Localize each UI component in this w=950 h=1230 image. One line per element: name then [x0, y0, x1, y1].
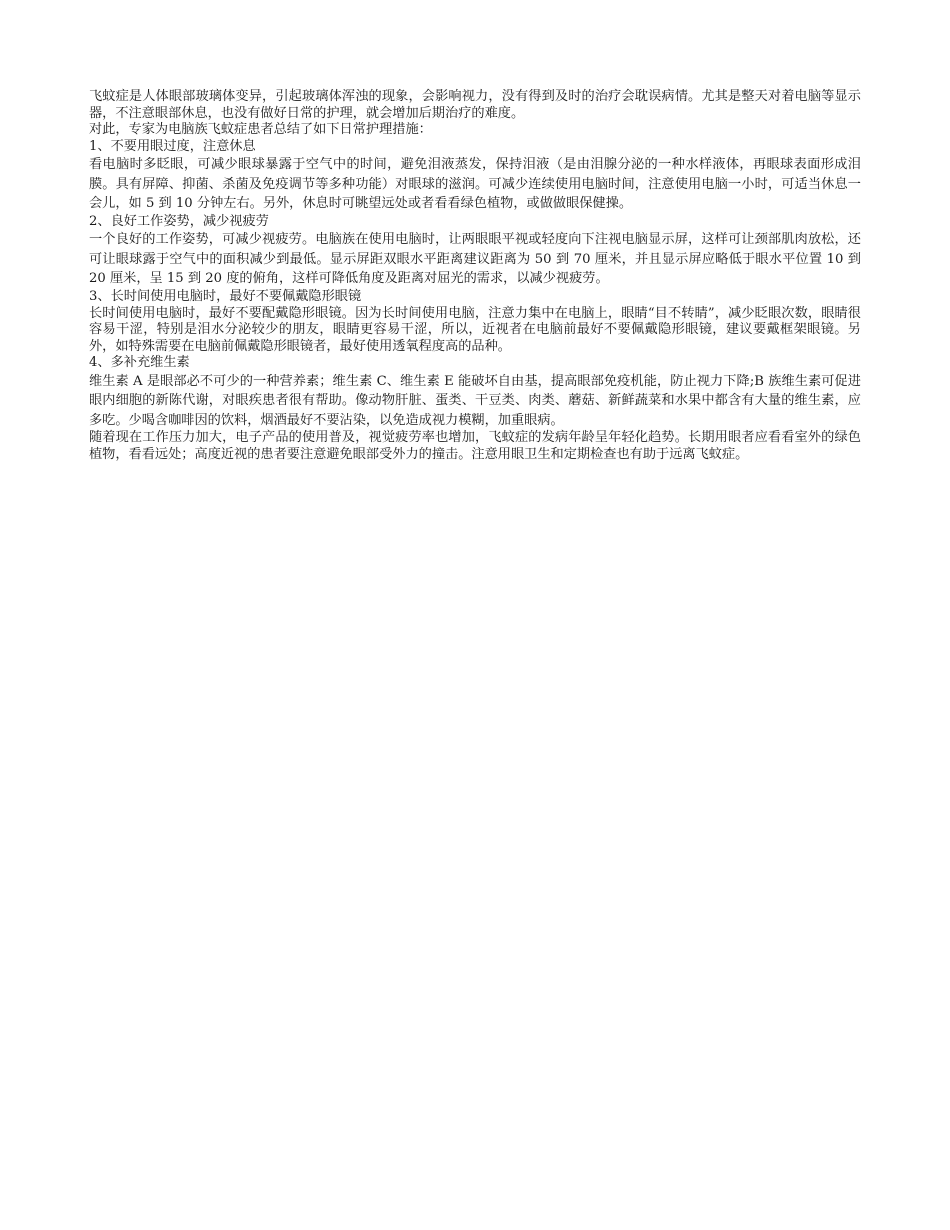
section-body-3: 长时间使用电脑时，最好不要配戴隐形眼镜。因为长时间使用电脑，注意力集中在电脑上，眼睛“目不转睛”，减少眨眼次数，眼睛很容易干涩，特别是泪水分泌较少的朋友，眼睛更容易干涩，所以，近视者在电脑前最好不要佩戴隐形眼镜，建议要戴框架眼镜。另外，如特殊需要在电脑前佩戴隐形眼镜者，最好使用透氧程度高的品种。 [89, 305, 861, 354]
section-body-2: 一个良好的工作姿势，可减少视疲劳。电脑族在使用电脑时，让两眼眼平视或轻度向下注视电脑显示屏，这样可让颈部肌肉放松，还可让眼球露于空气中的面积减少到最低。显示屏距双眼水平距离建议距离为 50 到 70 厘米，并且显示屏应略低于眼水平位置 10 到 20 厘米，呈 15 到 20 度的俯角，这样可降低角度及距离对屈光的需求，以减少视疲劳。 [89, 232, 861, 287]
section-heading-2: 2、良好工作姿势，减少视疲劳 [89, 213, 269, 229]
section-heading-4: 4、多补充维生素 [89, 355, 190, 371]
conclusion-paragraph: 随着现在工作压力加大，电子产品的使用普及，视觉疲劳率也增加，飞蚊症的发病年龄呈年轻化趋势。长期用眼者应看看室外的绿色植物，看看远处；高度近视的患者要注意避免眼部受外力的撞击。注意用眼卫生和定期检查也有助于远离飞蚊症。 [89, 430, 861, 463]
section-heading-1: 1、不要用眼过度，注意休息 [89, 138, 256, 154]
section-body-1: 看电脑时多眨眼，可减少眼球暴露于空气中的时间，避免泪液蒸发，保持泪液（是由泪腺分泌的一种水样液体，再眼球表面形成泪膜。具有屏障、抑菌、杀菌及免疫调节等多种功能）对眼球的滋润。可减少连续使用电脑时间，注意使用电脑一小时，可适当休息一会儿，如 5 到 10 分钟左右。另外，休息时可眺望远处或者看看绿色植物，或做做眼保健操。 [89, 157, 861, 212]
article-body [89, 89, 861, 464]
section-body-4: 维生素 A 是眼部必不可少的一种营养素；维生素 C、维生素 E 能破坏自由基，提高眼部免疫机能，防止视力下降;B 族维生素可促进眼内细胞的新陈代谢，对眼疾患者很有帮助。像动物肝脏、蛋类、干豆类、肉类、蘑菇、新鲜蔬菜和水果中都含有大量的维生素，应多吃。少喝含咖啡因的饮料，烟酒最好不要沾染，以免造成视力模糊，加重眼病。 [89, 373, 861, 428]
lead-paragraph: 对此，专家为电脑族飞蚊症患者总结了如下日常护理措施： [89, 122, 432, 138]
section-heading-3: 3、长时间使用电脑时，最好不要佩戴隐形眼镜 [89, 288, 362, 304]
intro-paragraph: 飞蚊症是人体眼部玻璃体变异，引起玻璃体浑浊的现象，会影响视力，没有得到及时的治疗会耽误病情。尤其是整天对着电脑等显示器，不注意眼部休息，也没有做好日常的护理，就会增加后期治疗的难度。 [89, 89, 861, 121]
